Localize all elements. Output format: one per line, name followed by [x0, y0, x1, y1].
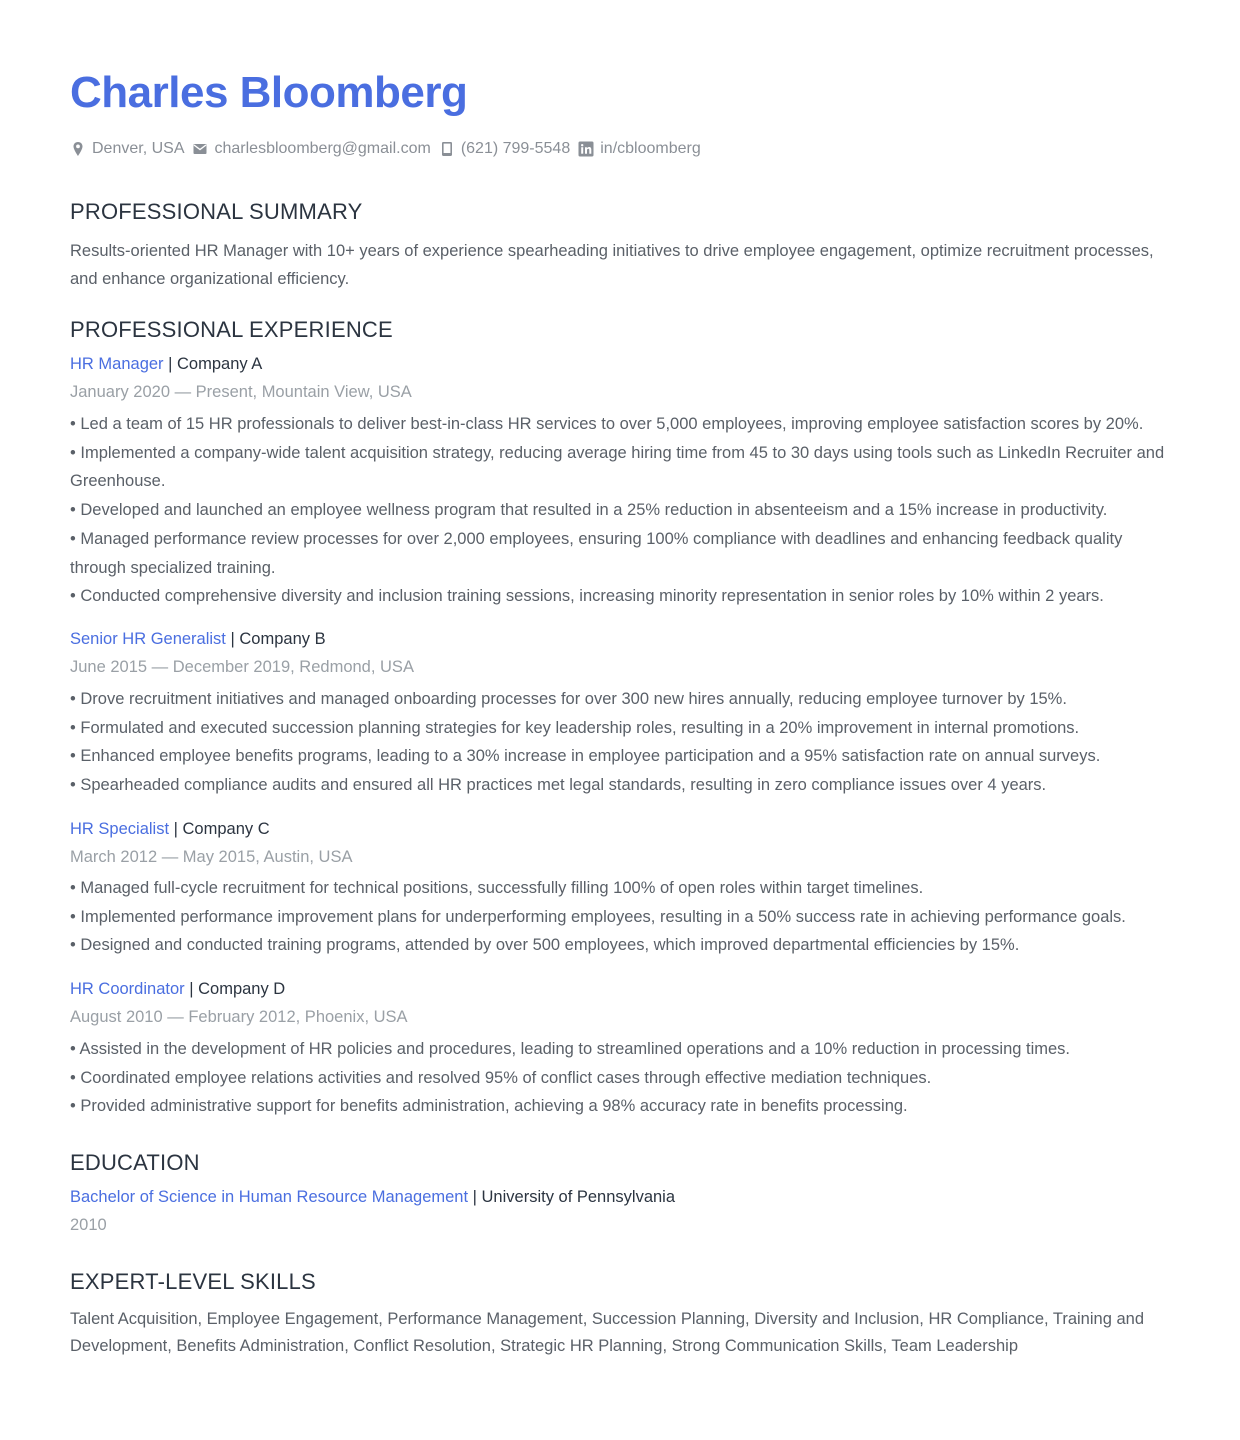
bullet-item: • Implemented performance improvement plans for underperforming employees, resulting in a 50% success rate in achieving performance goals.	[70, 907, 1126, 926]
separator: |	[163, 355, 178, 373]
separator: |	[184, 980, 199, 998]
education-heading: EDUCATION	[70, 1150, 200, 1175]
bullet-item: • Coordinated employee relations activities and resolved 95% of conflict cases through effective mediation techniques.	[70, 1068, 932, 1087]
bullet-item: • Assisted in the development of HR policies and procedures, leading to streamlined operations and a 10% reduction in processing times.	[70, 1040, 1071, 1058]
contact-location-text: Denver, USA	[92, 140, 185, 157]
job-company: Company C	[182, 820, 270, 838]
job-role: HR Manager	[70, 355, 164, 373]
contact-linkedin-text[interactable]: in/cbloomberg	[600, 140, 701, 157]
degree: Bachelor of Science in Human Resource Management	[70, 1188, 469, 1206]
contact-email[interactable]	[192, 140, 430, 158]
bullet-item: • Drove recruitment initiatives and managed onboarding processes for over 300 new hires annually, reducing employee turnover by 15%.	[70, 690, 1067, 708]
bullet-item: • Led a team of 15 HR professionals to deliver best-in-class HR services to over 5,000 employees, improving employee satisfaction scores by 20%.	[70, 415, 1144, 433]
bullet-item: • Conducted comprehensive diversity and inclusion training sessions, increasing minority representation in senior roles by 10% within 2 years.	[70, 587, 1104, 606]
job-header	[70, 820, 270, 839]
phone-icon	[439, 141, 455, 157]
bullet-item: • Provided administrative support for benefits administration, achieving a 98% accuracy rate in benefits processing.	[70, 1097, 908, 1116]
bullet-item: • Spearheaded compliance audits and ensured all HR practices met legal standards, resulting in zero compliance issues over 4 years.	[70, 776, 1047, 795]
bullet-item: • Enhanced employee benefits programs, leading to a 30% increase in employee participation and a 95% satisfaction rate on annual surveys.	[70, 747, 1101, 766]
job-meta: March 2012 — May 2015, Austin, USA	[70, 848, 353, 866]
contact-location	[70, 140, 184, 158]
separator: |	[169, 820, 183, 838]
separator: |	[225, 630, 240, 648]
envelope-icon	[192, 141, 208, 157]
job-bullets	[70, 685, 1170, 800]
education-year: 2010	[70, 1216, 107, 1234]
bullet-item: • Implemented a company-wide talent acquisition strategy, reducing average hiring time from 45 to 30 days using tools such as LinkedIn Recruiter and Greenhouse.	[70, 443, 1165, 491]
job-bullets	[70, 874, 1170, 960]
job-meta: June 2015 — December 2019, Redmond, USA	[70, 658, 414, 676]
job-meta: January 2020 — Present, Mountain View, USA	[70, 383, 412, 401]
separator: |	[468, 1188, 482, 1206]
job-company: Company B	[239, 630, 326, 648]
job-header	[70, 630, 326, 649]
summary-heading: PROFESSIONAL SUMMARY	[70, 199, 363, 224]
contact-email-text[interactable]: charlesbloomberg@gmail.com	[214, 140, 431, 157]
job-role: HR Coordinator	[70, 980, 185, 998]
job-role: Senior HR Generalist	[70, 630, 226, 648]
candidate-name: Charles Bloomberg	[70, 68, 468, 117]
summary-text: Results-oriented HR Manager with 10+ years of experience spearheading initiatives to drive employee engagement, optimize recruitment processes, and enhance organizational efficiency.	[70, 242, 1154, 288]
bullet-item: • Developed and launched an employee wellness program that resulted in a 25% reduction in absenteeism and a 15% increase in productivity.	[70, 501, 1108, 520]
contact-linkedin[interactable]	[578, 140, 701, 158]
education-header	[70, 1188, 675, 1207]
job-bullets	[70, 1035, 1170, 1121]
job-meta: August 2010 — February 2012, Phoenix, USA	[70, 1008, 408, 1026]
bullet-item: • Managed full-cycle recruitment for technical positions, successfully filling 100% of open roles within target timelines.	[70, 879, 924, 897]
job-header	[70, 980, 285, 999]
contact-phone[interactable]	[439, 140, 570, 158]
linkedin-icon	[578, 141, 594, 157]
job-bullets	[70, 410, 1170, 611]
job-role: HR Specialist	[70, 820, 170, 838]
job-company: Company A	[177, 355, 263, 373]
bullet-item: • Formulated and executed succession planning strategies for key leadership roles, resulting in a 20% improvement in internal promotions.	[70, 718, 1080, 737]
location-pin-icon	[70, 141, 86, 157]
skills-text: Talent Acquisition, Employee Engagement, Performance Management, Succession Planning, Diversity and Inclusion, HR Compliance, Training and Development, Benefits Administration, Conflict Resolution, Strategic HR Planning, Strong Communication Skills, Team Leadership	[70, 1310, 1144, 1355]
contact-bar	[70, 140, 709, 158]
skills-heading: EXPERT-LEVEL SKILLS	[70, 1269, 316, 1294]
bullet-item: • Designed and conducted training programs, attended by over 500 employees, which improved departmental efficiencies by 15%.	[70, 936, 1020, 955]
job-company: Company D	[198, 980, 286, 998]
bullet-item: • Managed performance review processes for over 2,000 employees, ensuring 100% compliance with deadlines and enhancing feedback quality through specialized training.	[70, 529, 1123, 577]
job-header	[70, 355, 262, 374]
contact-phone-text[interactable]: (621) 799-5548	[460, 140, 571, 157]
school: University of Pennsylvania	[481, 1188, 676, 1206]
experience-heading: PROFESSIONAL EXPERIENCE	[70, 317, 393, 342]
